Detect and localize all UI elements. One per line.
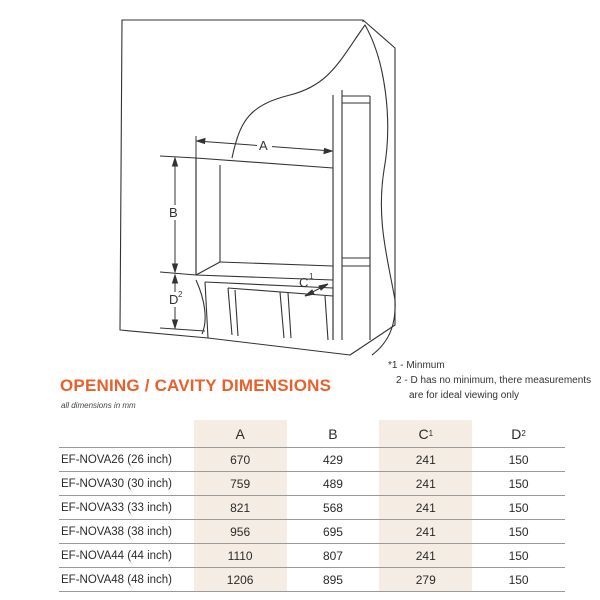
footnote-1: *1 - Minmum <box>388 360 445 371</box>
model-cell: EF-NOVA44 (44 inch) <box>61 549 172 562</box>
footnote-2-cont: are for ideal viewing only <box>409 390 520 401</box>
c-cell: 241 <box>379 496 472 519</box>
table-row <box>59 472 565 496</box>
model-cell: EF-NOVA38 (38 inch) <box>61 525 172 538</box>
footnotes <box>388 358 591 403</box>
table-row <box>59 568 565 592</box>
table-header-row <box>59 420 565 448</box>
b-cell: 429 <box>322 452 343 467</box>
c-cell: 241 <box>379 472 472 495</box>
header-a: A <box>194 420 287 447</box>
model-cell: EF-NOVA26 (26 inch) <box>61 453 172 466</box>
b-cell: 568 <box>322 500 343 515</box>
c-cell: 279 <box>379 568 472 591</box>
table-row <box>59 496 565 520</box>
b-cell: 489 <box>322 476 343 491</box>
model-cell: EF-NOVA33 (33 inch) <box>61 501 172 514</box>
label-b: B <box>169 205 178 220</box>
a-cell: 759 <box>194 472 287 495</box>
section-title: OPENING / CAVITY DIMENSIONS <box>60 376 332 395</box>
model-cell: EF-NOVA30 (30 inch) <box>61 477 172 490</box>
d-cell: 150 <box>508 452 529 467</box>
dimensions-table <box>59 420 565 592</box>
a-cell: 1206 <box>194 568 287 591</box>
d-cell: 150 <box>508 548 529 563</box>
table-row <box>59 544 565 568</box>
a-cell: 956 <box>194 520 287 543</box>
c-cell: 241 <box>379 544 472 567</box>
table-row <box>59 520 565 544</box>
a-cell: 821 <box>194 496 287 519</box>
a-cell: 1110 <box>194 544 287 567</box>
label-d-sup: 2 <box>178 290 183 299</box>
c-cell: 241 <box>379 520 472 543</box>
header-b: B <box>328 425 338 442</box>
label-a: A <box>259 138 268 153</box>
footnote-2: 2 - D has no minimum, there measurements <box>396 375 592 386</box>
b-cell: 807 <box>322 548 343 563</box>
a-cell: 670 <box>194 448 287 471</box>
header-d: D 2 <box>511 425 526 442</box>
d-cell: 150 <box>508 524 529 539</box>
model-cell: EF-NOVA48 (48 inch) <box>61 573 172 586</box>
d-cell: 150 <box>508 572 529 587</box>
b-cell: 895 <box>322 572 343 587</box>
c-cell: 241 <box>379 448 472 471</box>
table-row <box>59 448 565 472</box>
label-c: C <box>299 275 309 290</box>
header-c: C 1 <box>379 420 472 447</box>
label-d: D <box>169 292 179 307</box>
d-cell: 150 <box>508 500 529 515</box>
b-cell: 695 <box>322 524 343 539</box>
cavity-opening <box>196 158 333 280</box>
d-cell: 150 <box>508 476 529 491</box>
label-c-sup: 1 <box>309 272 314 281</box>
units-note: all dimensions in mm <box>61 401 136 410</box>
